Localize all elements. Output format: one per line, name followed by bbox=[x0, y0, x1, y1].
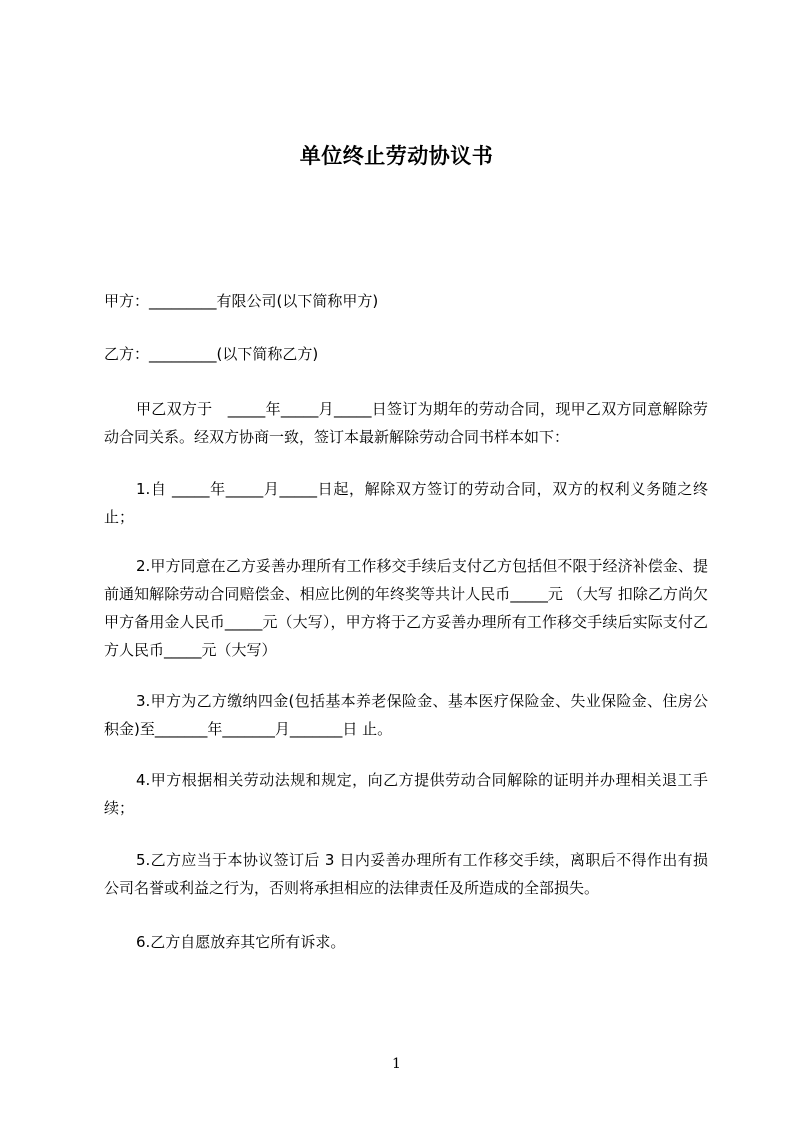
clause-5: 5.乙方应当于本协议签订后 3 日内妥善办理所有工作移交手续，离职后不得作出有损公司名誉或利益之行为，否则将承担相应的法律责任及所造成的全部损失。 bbox=[104, 851, 708, 897]
document-title: 单位终止劳动协议书 bbox=[299, 144, 494, 168]
party-a-line: 甲方：_________有限公司(以下简称甲方) bbox=[104, 292, 379, 310]
intro-paragraph: 甲乙双方于 _____年_____月_____日签订为期年的劳动合同，现甲乙双方同意解除劳动合同关系。经双方协商一致，签订本最新解除劳动合同书样本如下： bbox=[104, 400, 708, 446]
clause-1: 1.自 _____年_____月_____日起，解除双方签订的劳动合同，双方的权利义务随之终止； bbox=[104, 480, 708, 526]
clause-3: 3.甲方为乙方缴纳四金(包括基本养老保险金、基本医疗保险金、失业保险金、住房公积金)至_______年_______月_______日 止。 bbox=[104, 692, 708, 738]
clause-4: 4.甲方根据相关劳动法规和规定，向乙方提供劳动合同解除的证明并办理相关退工手续； bbox=[104, 771, 708, 817]
clause-2: 2.甲方同意在乙方妥善办理所有工作移交手续后支付乙方包括但不限于经济补偿金、提前通知解除劳动合同赔偿金、相应比例的年终奖等共计人民币_____元 （大写 扣除乙方尚欠甲方备用金人民币_____元（大写），甲方将于乙方妥善办理所有工作移交手续后实际支付乙方人民币_____元（大写） bbox=[104, 557, 708, 659]
clause-6: 6.乙方自愿放弃其它所有诉求。 bbox=[136, 933, 346, 951]
page-number: 1 bbox=[392, 1056, 401, 1072]
party-b-line: 乙方：_________(以下简称乙方) bbox=[104, 345, 319, 363]
